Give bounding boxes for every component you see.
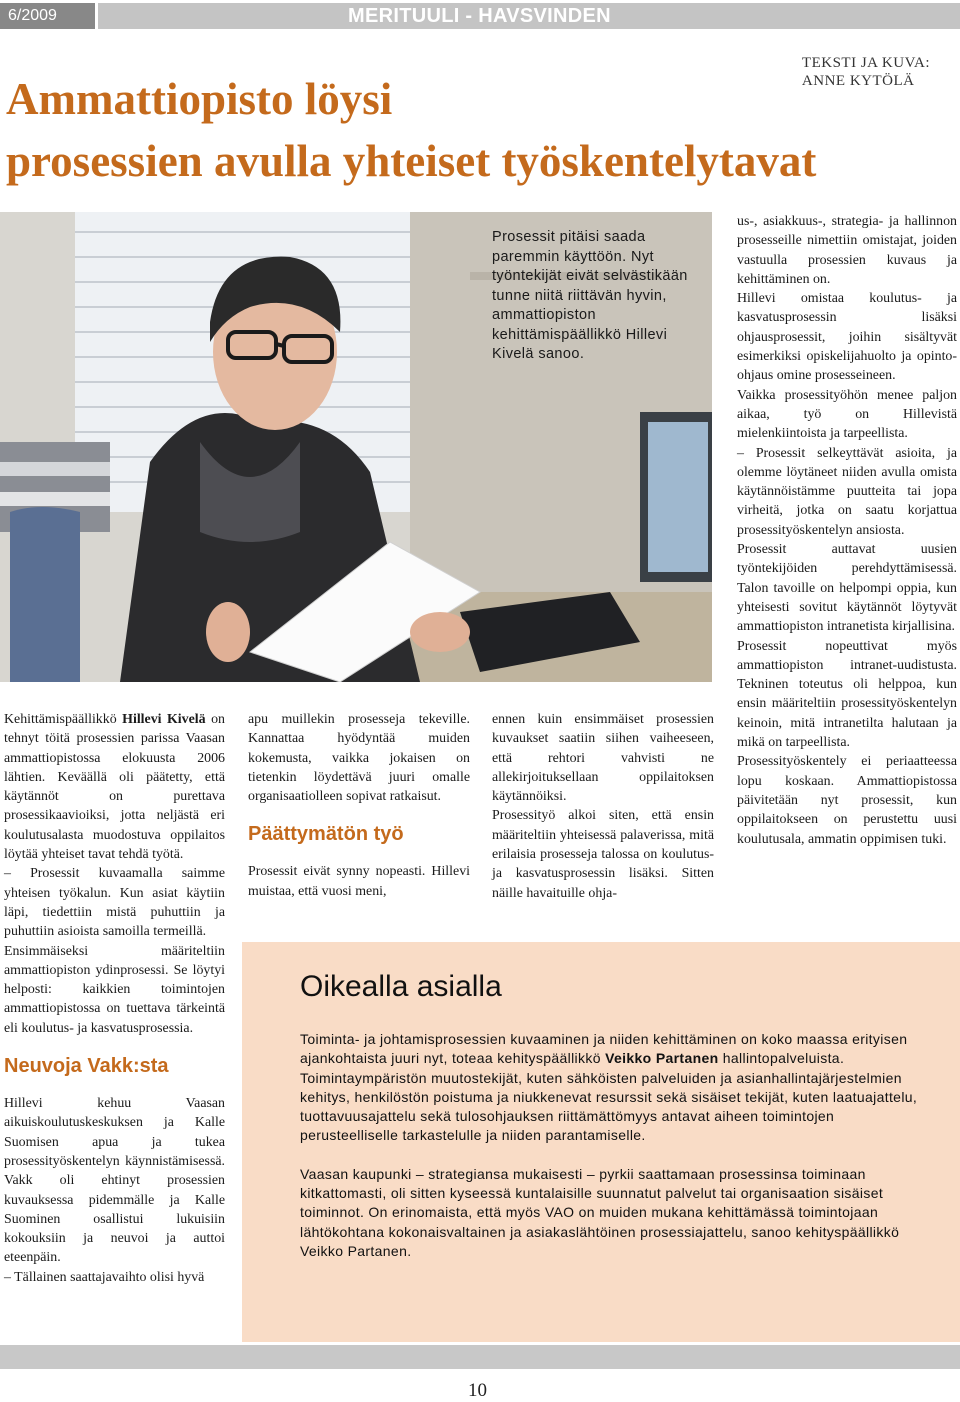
paragraph: Prosessityöskentely ei periaatteessa lopu koskaan. Ammattiopistossa päivitetään nyt prosessit, kun oppilaitokseen on perustettu uusi koulutusala, ammatin oppimisen tuki. — [737, 754, 957, 847]
paragraph: – Tällainen saattajavaihto olisi hyvä — [4, 1269, 205, 1285]
sidebar-text — [300, 1030, 920, 1280]
article-column-2 — [248, 710, 470, 901]
paragraph: ennen kuin ensimmäiset prosessien kuvaukset saatiin siihen vaiheeseen, että rehtori vahvisti ne allekirjoituksellaan oppilaitoksen käytännöiksi. — [492, 712, 714, 805]
person-name: Hillevi Kivelä — [122, 712, 206, 727]
paragraph: Vaikka prosessityöhön menee paljon aikaa, työ on Hillevistä mielenkiintoista ja tarpeellista. — [737, 387, 957, 442]
page-number: 10 — [468, 1380, 487, 1401]
paragraph: Prosessit auttavat uusien työntekijöiden perehdyttämisessä. Talon tavoille on helpompi oppia, kun yhteisesti sovitut käytännöt löytyvät ammattiopiston intranetista kirjallisina. — [737, 542, 957, 635]
byline — [802, 54, 930, 90]
paragraph: apu muillekin prosesseja tekeville. Kannattaa hyödyntää muiden kokemusta, vaikka jokaisen on tietenkin löydettävä juuri omalle organisaatiolleen sopivat ratkaisut. — [248, 712, 470, 805]
paragraph: – Prosessit selkeyttävät asioita, ja olemme löytäneet niiden avulla omista käytännöistämme puutteita tai jopa virheitä, jotka on saatu korjattua prosessityöskentelyn ansiosta. — [737, 445, 957, 538]
issue-number: 6/2009 — [0, 3, 95, 29]
byline-author: ANNE KYTÖLÄ — [801, 73, 915, 89]
paragraph: Prosessit nopeuttivat myös ammattiopiston intranet-uudistusta. Tekninen toteutus oli helppoa, kun ensin määriteltiin prosessityöskentelyn keinoin, mitä intranetilta halutaan ja mikä on tarpeellista. — [737, 638, 957, 751]
paragraph: Prosessityö alkoi siten, että ensin määriteltiin yhteisessä palaverissa, mitä erilaisia prosesseja talossa on koulutus- ja kasvatusprosessin lisäksi. Sitten näille havaituille ohja- — [492, 808, 714, 901]
paragraph: Hillevi kehuu Vaasan aikuiskoulutuskeskuksen ja Kalle Suomisen apua ja tukea prosessityöskentelyn käynnistämisessä. Vakk oli ehtinyt prosessien kuvauksessa pidemmälle ja Kalle Suominen osallistui lukuisiin kokouksiin ja neuvoi ja auttoi eteenpäin. — [4, 1096, 225, 1266]
headline-line-2: prosessien avulla yhteiset työskentelytavat — [6, 136, 817, 186]
headline-line-1: Ammattiopisto löysi — [6, 74, 393, 124]
paragraph: Prosessit eivät synny nopeasti. Hillevi muistaa, että vuosi meni, — [248, 864, 470, 899]
section-subhead: Neuvoja Vakk:sta — [4, 1055, 169, 1078]
sidebar-title: Oikealla asialla — [300, 970, 502, 1003]
photo-caption: Prosessit pitäisi saada paremmin käyttöön. Nyt työntekijät eivät selvästikään tunne niitä riittävän hyvin, ammattiopiston kehittämispäällikkö Hillevi Kivelä sanoo. — [492, 229, 688, 362]
section-subhead: Päättymätön työ — [248, 823, 404, 846]
paragraph — [300, 1030, 920, 1146]
footer-band — [0, 1345, 960, 1369]
article-column-1 — [4, 710, 225, 1287]
text-run: hallintopalveluista. Toimintaympäristön muutostekijät, kuten sähköisten palveluiden ja asianhallintajärjestelmien kehitys, henkilöstön poistuma ja niukkenevat resurssit sekä sisäiset tekijät, kuten laatuajattelu, tuottavuusajattelu sekä tulosohjauksen riittämättömyys antavat aiheen toimintojen perusteelliselle tarkastelulle ja niiden parantamiselle. — [300, 1050, 918, 1144]
paragraph: Ensimmäiseksi määriteltiin ammattiopiston ydinprosessi. Se löytyi helposti: kaikkien toimintojen ammattiopistossa on tuettava tärkeintä eli koulutus- ja kasvatusprosessia. — [4, 943, 225, 1036]
magazine-title: MERITUULI - HAVSVINDEN — [348, 5, 611, 27]
byline-label: TEKSTI JA KUVA: — [801, 55, 930, 71]
text-run: Kehittämispäällikkö — [4, 712, 117, 727]
paragraph — [4, 710, 225, 864]
article-headline — [6, 68, 816, 192]
article-column-4 — [737, 212, 957, 849]
article-column-3 — [492, 710, 714, 903]
paragraph: Hillevi omistaa koulutus- ja kasvatusprosessin lisäksi ohjausprosessit, joihin sisältyvät esimerkiksi opiskelijahuolto ja opinto-ohjaus omine prosesseineen. — [737, 291, 957, 384]
paragraph: – Prosessit kuvaamalla saimme yhteisen työkalun. Kun asiat käytiin läpi, tiedettiin mistä puhuttiin ja puhuttiin asioista samoilla termeillä. — [4, 866, 225, 940]
paragraph: us-, asiakkuus-, strategia- ja hallinnon prosesseille nimettiin omistajat, joiden vastuulla prosessien kuvaus ja kehittäminen on. — [737, 214, 957, 287]
paragraph: Vaasan kaupunki – strategiansa mukaisesti – pyrkii saattamaan prosessinsa toiminaan kitkattomasti, oli sitten kyseessä kuntalaisille suunnatut palvelut tai organisaation sisäiset toiminnot. On erinomaista, että myös VAO on muiden mukana kehittämässä toimintojaan lähtökohtana kokonaisvaltainen ja asiakaslähtöinen prosessiajattelu, sanoo kehityspäällikkö Veikko Partanen. — [300, 1165, 900, 1259]
text-run: Toiminta- ja johtamisprosessien kuvaaminen ja niiden kehittäminen on koko maassa erityisen ajankohtaista juuri nyt, toteaa kehityspäällikkö — [300, 1031, 908, 1067]
text-run: on tehnyt töitä prosessien parissa Vaasan ammattiopistossa elokuusta 2006 lähtien. Keväällä oli päätetty, että käytännöt on purettava prosessikaavioiksi, jotta neljästä eri koulutusalasta muodostuva oppilaitos löytää yhteiset tavat tehdä työtä. — [4, 712, 225, 863]
person-name: Veikko Partanen — [605, 1050, 719, 1067]
